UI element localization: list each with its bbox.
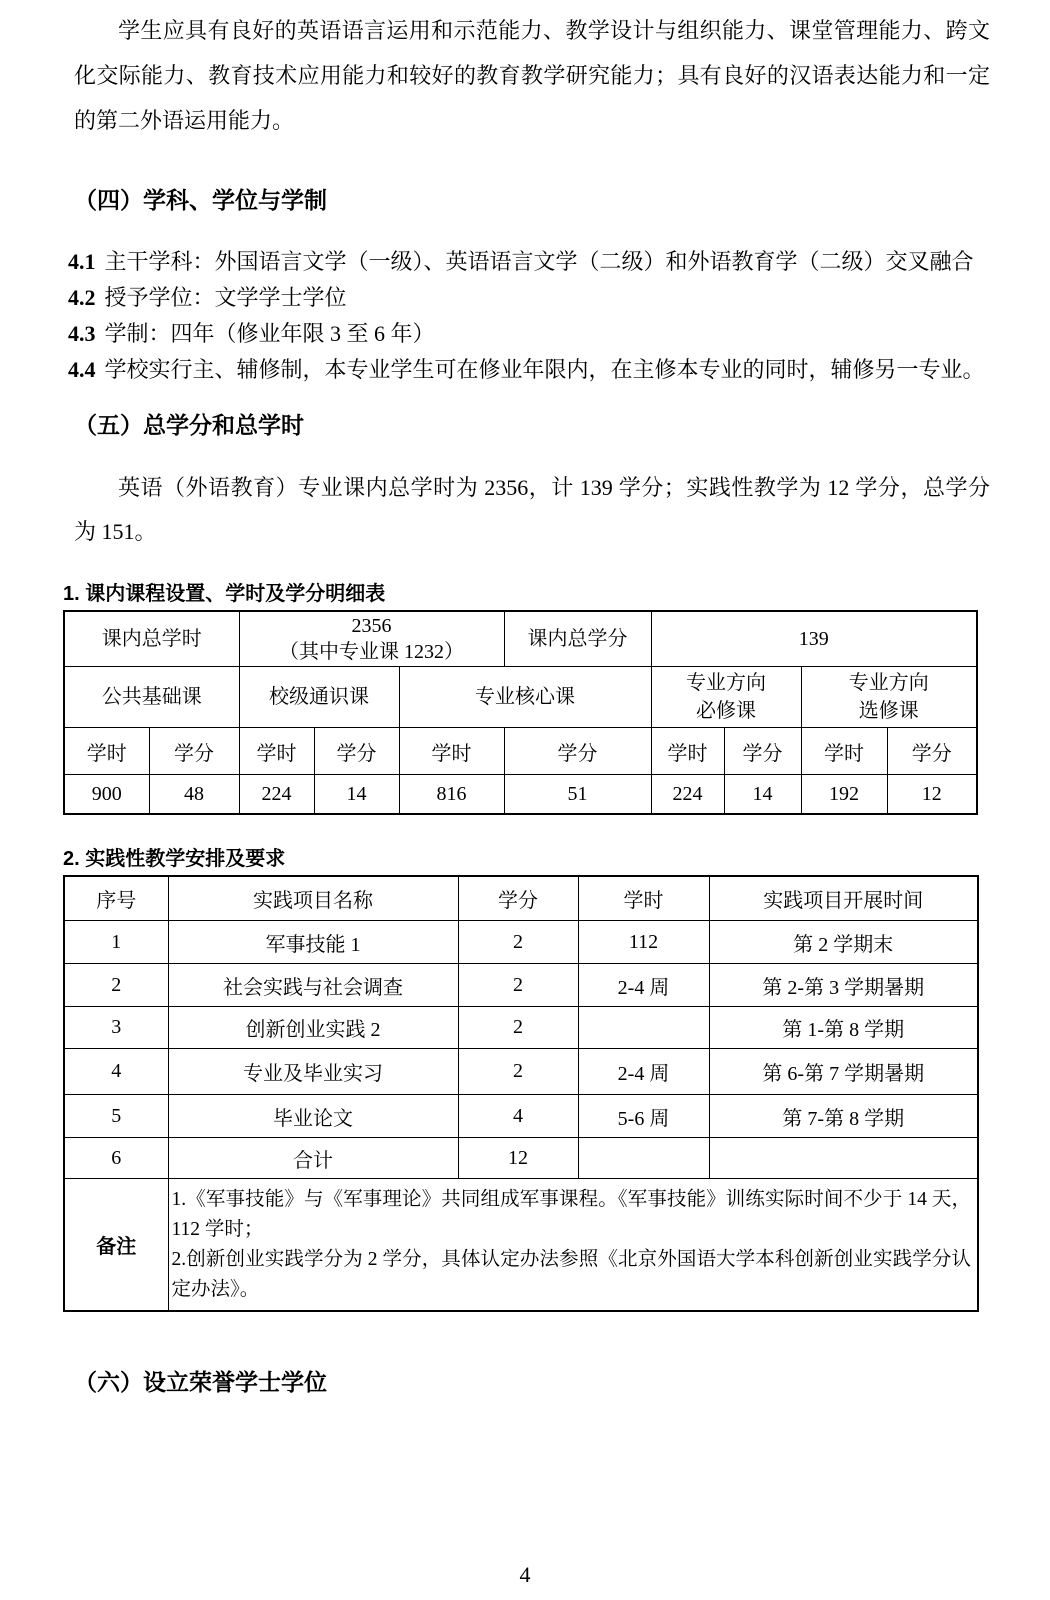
credits-value-cell: 12: [887, 775, 977, 815]
group-name-cell: 校级通识课: [239, 667, 399, 728]
credits-cell: 2: [458, 921, 578, 964]
table-row: [64, 1049, 978, 1095]
section-heading-5: （五）总学分和总学时: [74, 412, 304, 438]
credits-cell: 2: [458, 964, 578, 1007]
credits-header-cell: 学分: [887, 728, 977, 775]
group-name-cell: 公共基础课: [64, 667, 239, 728]
section-heading-6: （六）设立荣誉学士学位: [74, 1369, 327, 1395]
hours-value-cell: 224: [651, 775, 724, 815]
table-row: [64, 1007, 978, 1049]
intro-paragraph: 学生应具有良好的英语语言运用和示范能力、教学设计与组织能力、课堂管理能力、跨文化交际能力、教育技术应用能力和较好的教育教学研究能力；具有良好的汉语表达能力和一定的第二外语运用能力。: [74, 18, 990, 133]
item-4-4-text: 学校实行主、辅修制，本专业学生可在修业年限内，在主修本专业的同时，辅修另一专业。: [104, 357, 985, 382]
item-4-1: [68, 244, 990, 280]
credits-value-cell: 51: [504, 775, 651, 815]
row-index-cell: 6: [64, 1138, 168, 1179]
item-4-4-number: 4.4: [68, 357, 96, 382]
group-name-cell: 专业核心课: [399, 667, 651, 728]
hours-header-cell: 学时: [399, 728, 504, 775]
credits-header-cell: 学分: [149, 728, 239, 775]
credits-value-cell: 14: [314, 775, 399, 815]
hours-cell: 2-4 周: [578, 1049, 709, 1095]
hours-header-cell: 学时: [239, 728, 314, 775]
hours-cell: 5-6 周: [578, 1095, 709, 1138]
column-header-cell: 实践项目名称: [168, 876, 458, 921]
course-hours-credits-table: [63, 610, 978, 815]
credits-value-cell: 48: [149, 775, 239, 815]
row-index-cell: 4: [64, 1049, 168, 1095]
hours-cell: [578, 1007, 709, 1049]
project-name-cell: 专业及毕业实习: [168, 1049, 458, 1095]
total-hours-note: （其中专业课 1232）: [279, 641, 464, 663]
item-4-1-text: 主干学科：外国语言文学（一级）、英语语言文学（二级）和外语教育学（二级）交叉融合: [104, 249, 974, 274]
section-4-items: [68, 244, 990, 388]
project-name-cell: 创新创业实践 2: [168, 1007, 458, 1049]
column-header-cell: 学分: [458, 876, 578, 921]
row-index-cell: 5: [64, 1095, 168, 1138]
project-name-cell: 社会实践与社会调查: [168, 964, 458, 1007]
project-name-cell: 毕业论文: [168, 1095, 458, 1138]
credits-cell: 2: [458, 1007, 578, 1049]
column-header-cell: 序号: [64, 876, 168, 921]
practical-teaching-table: [63, 875, 979, 1312]
credits-header-cell: 学分: [314, 728, 399, 775]
group-name-cell: [651, 667, 801, 728]
item-4-3-text: 学制：四年（修业年限 3 至 6 年）: [104, 321, 435, 346]
row-index-cell: 1: [64, 921, 168, 964]
group-name-line1: 专业方向: [848, 672, 929, 694]
page-number: 4: [519, 1562, 531, 1587]
hours-header-cell: 学时: [651, 728, 724, 775]
hours-value-cell: 900: [64, 775, 149, 815]
credits-header-cell: 学分: [504, 728, 651, 775]
hours-cell: 2-4 周: [578, 964, 709, 1007]
table-row: [64, 921, 978, 964]
row-index-cell: 3: [64, 1007, 168, 1049]
credits-cell: 4: [458, 1095, 578, 1138]
credits-cell: 12: [458, 1138, 578, 1179]
section-5-paragraph: 英语（外语教育）专业课内总学时为 2356，计 139 学分；实践性教学为 12 学分，总学分为 151。: [74, 475, 990, 544]
remark-line-1: 1.《军事技能》与《军事理论》共同组成军事课程。《军事技能》训练实际时间不少于 14 天，112 学时；: [171, 1188, 971, 1240]
project-name-cell: 合计: [168, 1138, 458, 1179]
item-4-3-number: 4.3: [68, 321, 96, 346]
schedule-cell: [709, 1138, 978, 1179]
table-row: [64, 1138, 978, 1179]
hours-value-cell: 224: [239, 775, 314, 815]
remark-line-2: 2.创新创业实践学分为 2 学分，具体认定办法参照《北京外国语大学本科创新创业实践学分认定办法》。: [171, 1248, 971, 1300]
column-header-cell: 实践项目开展时间: [709, 876, 978, 921]
column-header-cell: 学时: [578, 876, 709, 921]
hours-value-cell: 816: [399, 775, 504, 815]
credits-value-cell: 14: [724, 775, 801, 815]
remark-row: [64, 1179, 978, 1312]
schedule-cell: 第 2 学期末: [709, 921, 978, 964]
total-hours-label-cell: 课内总学时: [64, 611, 239, 667]
item-4-2: [68, 280, 990, 316]
total-credits-label-cell: 课内总学分: [504, 611, 651, 667]
hours-header-cell: 学时: [64, 728, 149, 775]
table-row: [64, 964, 978, 1007]
total-hours-value-cell: [239, 611, 504, 667]
group-name-line2: 选修课: [858, 700, 919, 722]
project-name-cell: 军事技能 1: [168, 921, 458, 964]
remark-content-cell: [168, 1179, 978, 1312]
table-1-title: 1. 课内课程设置、学时及学分明细表: [63, 583, 386, 605]
schedule-cell: 第 1-第 8 学期: [709, 1007, 978, 1049]
hours-header-cell: 学时: [801, 728, 887, 775]
schedule-cell: 第 2-第 3 学期暑期: [709, 964, 978, 1007]
total-hours-number: 2356: [351, 615, 392, 637]
item-4-3: [68, 316, 990, 352]
item-4-1-number: 4.1: [68, 249, 96, 274]
item-4-2-number: 4.2: [68, 285, 96, 310]
hours-cell: 112: [578, 921, 709, 964]
group-name-line2: 必修课: [696, 700, 757, 722]
total-credits-value-cell: 139: [651, 611, 977, 667]
group-name-cell: [801, 667, 977, 728]
table-row: [64, 1095, 978, 1138]
item-4-2-text: 授予学位：文学学士学位: [104, 285, 347, 310]
row-index-cell: 2: [64, 964, 168, 1007]
item-4-4: [68, 352, 990, 388]
credits-header-cell: 学分: [724, 728, 801, 775]
table-2-title: 2. 实践性教学安排及要求: [63, 848, 286, 870]
remark-label-cell: 备注: [64, 1179, 168, 1312]
hours-cell: [578, 1138, 709, 1179]
hours-value-cell: 192: [801, 775, 887, 815]
group-name-line1: 专业方向: [686, 672, 767, 694]
section-heading-4: （四）学科、学位与学制: [74, 187, 327, 213]
schedule-cell: 第 7-第 8 学期: [709, 1095, 978, 1138]
schedule-cell: 第 6-第 7 学期暑期: [709, 1049, 978, 1095]
credits-cell: 2: [458, 1049, 578, 1095]
